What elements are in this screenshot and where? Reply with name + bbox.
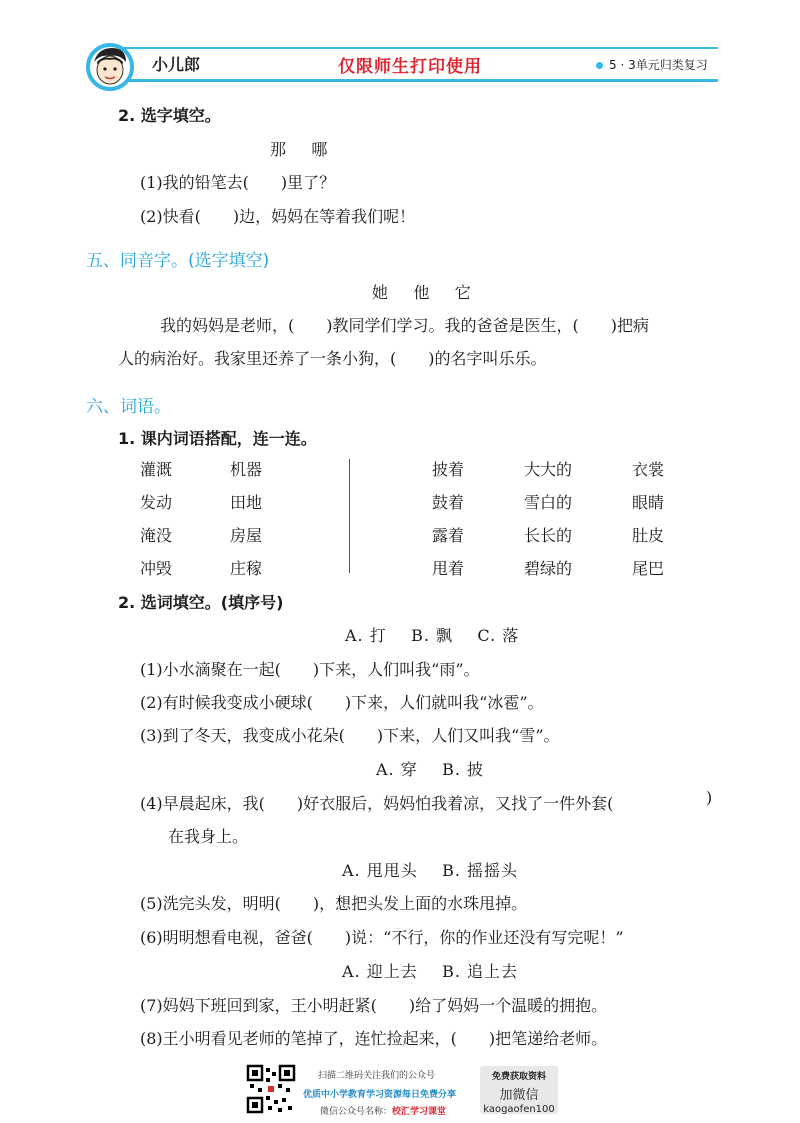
section5-paragraph-line-2: 人的病治好。我家里还养了一条小狗，( )的名字叫乐乐。 — [118, 349, 547, 368]
q6-2-title: 2. 选词填空。(填序号) — [118, 593, 284, 612]
word-right-3: 眼睛 — [632, 493, 665, 512]
q2-top-item-2: (2)快看( )边，妈妈在等着我们呢！ — [140, 207, 416, 226]
word-right-3: 衣裳 — [632, 460, 665, 479]
word-left-1: 淹没 — [140, 526, 173, 545]
word-left-1: 冲毁 — [140, 559, 173, 578]
word-right-2: 大大的 — [524, 460, 573, 479]
q6-2-item-5: (5)洗完头发，明明( )，想把头发上面的水珠甩掉。 — [140, 894, 528, 913]
wechat-id: kaogaofen100 — [483, 1104, 555, 1115]
q6-2-item-4-line-2: 在我身上。 — [168, 827, 249, 846]
header-top-rule — [112, 47, 718, 49]
q6-2-item-3: (3)到了冬天，我变成小花朵( )下来，人们又叫我“雪”。 — [140, 726, 560, 745]
footer-account-label: 微信公众号名称： — [320, 1107, 393, 1117]
header-center-title: 仅限师生打印使用 — [338, 57, 482, 77]
word-left-1: 发动 — [140, 493, 173, 512]
bullet-dot-icon — [596, 62, 603, 69]
word-right-1: 露着 — [432, 526, 465, 545]
word-left-2: 机器 — [230, 460, 263, 479]
word-right-3: 尾巴 — [632, 559, 665, 578]
word-left-1: 灌溉 — [140, 460, 173, 479]
free-label: 免费获取资料 — [491, 1072, 546, 1082]
q2-top-title: 2. 选字填空。 — [118, 106, 221, 125]
header-bottom-rule — [112, 79, 718, 82]
footer-account — [320, 1104, 446, 1117]
section5-options: 她 他 它 — [372, 283, 472, 302]
qr-code-icon — [246, 1064, 296, 1114]
q2-top-item-1: (1)我的铅笔去( )里了？ — [140, 173, 336, 192]
q6-2-item-6: (6)明明想看电视，爸爸( )说：“不行，你的作业还没有写完呢！” — [140, 928, 624, 947]
section6-title: 六、词语。 — [86, 397, 171, 417]
word-right-1: 披着 — [432, 460, 465, 479]
header-unit-label — [596, 56, 708, 73]
q6-2-item-2: (2)有时候我变成小硬球( )下来，人们就叫我“冰雹”。 — [140, 693, 544, 712]
q6-2-item-1: (1)小水滴聚在一起( )下来，人们叫我“雨”。 — [140, 660, 480, 679]
word-right-1: 鼓着 — [432, 493, 465, 512]
q6-2-item-8: (8)王小明看见老师的笔掉了，连忙捡起来，( )把笔递给老师。 — [140, 1029, 608, 1048]
word-left-2: 庄稼 — [230, 559, 263, 578]
q6-2-options-d: A. 迎上去 B. 追上去 — [342, 962, 519, 981]
brand-name: 小儿郎 — [152, 55, 201, 74]
word-left-2: 田地 — [230, 493, 263, 512]
word-right-2: 碧绿的 — [524, 559, 573, 578]
word-right-2: 长长的 — [524, 526, 573, 545]
word-right-2: 雪白的 — [524, 493, 573, 512]
footer-scan-text: 扫描二维码关注我们的公众号 — [318, 1071, 436, 1081]
q6-2-item-4-line-1: (4)早晨起床，我( )好衣服后，妈妈怕我着凉，又找了一件外套( — [140, 794, 614, 813]
boy-mascot-icon — [86, 42, 134, 92]
q6-2-item-4-close-paren: ) — [706, 788, 713, 807]
q6-2-options-a: A. 打 B. 飘 C. 落 — [345, 626, 520, 645]
add-wechat-label: 加微信 — [499, 1088, 539, 1103]
column-divider — [349, 459, 350, 573]
footer-account-name: 校汇学习课堂 — [392, 1107, 447, 1117]
unit-label-text: 5 · 3单元归类复习 — [609, 58, 708, 72]
q6-1-title: 1. 课内词语搭配，连一连。 — [118, 429, 317, 448]
word-left-2: 房屋 — [230, 526, 263, 545]
section5-paragraph-line-1: 我的妈妈是老师，( )教同学们学习。我的爸爸是医生，( )把病 — [160, 316, 649, 335]
word-right-3: 肚皮 — [632, 526, 665, 545]
q2-top-options: 那 哪 — [270, 140, 329, 159]
q6-2-options-b: A. 穿 B. 披 — [376, 760, 485, 779]
q6-2-options-c: A. 甩甩头 B. 摇摇头 — [342, 861, 519, 880]
footer-share-text: 优质中小学教育学习资源每日免费分享 — [303, 1090, 457, 1100]
word-right-1: 甩着 — [432, 559, 465, 578]
q6-2-item-7: (7)妈妈下班回到家，王小明赶紧( )给了妈妈一个温暖的拥抱。 — [140, 996, 608, 1015]
wechat-box — [480, 1066, 558, 1114]
section5-title: 五、同音字。(选字填空) — [86, 251, 270, 271]
